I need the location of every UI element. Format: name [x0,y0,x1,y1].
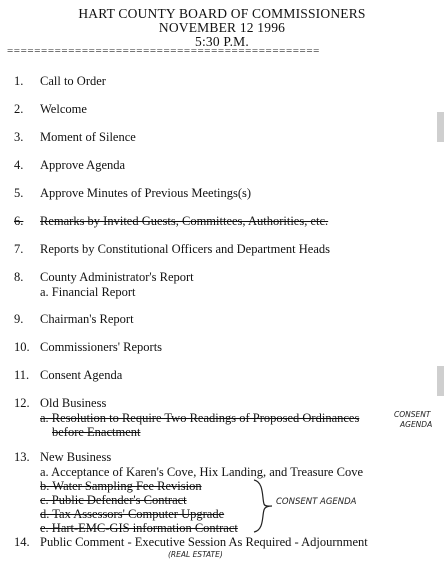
agenda-item-approve-minutes: Approve Minutes of Previous Meetings(s) [40,186,252,200]
item-number: 13. [14,450,30,464]
item-number: 12. [14,396,30,410]
agenda-item-welcome: Welcome [40,102,87,116]
sub-item-resolution-continued-struck: before Enactment [52,425,141,439]
agenda-item-new-business: New Business [40,450,112,464]
agenda-item-approve-agenda: Approve Agenda [40,158,126,172]
agenda-item-reports: Reports by Constitutional Officers and Department Heads [40,242,330,256]
agenda-item-remarks-struck: Remarks by Invited Guests, Committees, Authorities, etc. [40,214,329,228]
sub-item-financial-report: a. Financial Report [40,285,136,299]
header-divider: ============================================== [7,45,320,57]
item-number: 14. [14,535,30,549]
scan-edge-mark [437,366,444,396]
scan-edge-mark [437,112,444,142]
item-number: 4. [14,158,24,172]
item-number: 10. [14,340,30,354]
item-number: 11. [14,368,30,382]
agenda-item-chairman-report: Chairman's Report [40,312,134,326]
handwritten-consent-agenda: CONSENT AGENDA [276,497,357,507]
sub-item-public-defender-struck: c. Public Defender's Contract [40,493,187,507]
agenda-item-consent-agenda: Consent Agenda [40,368,123,382]
handwritten-real-estate: (REAL ESTATE) [168,550,223,559]
sub-item-resolution-struck: a. Resolution to Require Two Readings of Proposed Ordinances [40,411,360,425]
agenda-item-administrator-report: County Administrator's Report [40,270,194,284]
agenda-item-call-to-order: Call to Order [40,74,106,88]
handwritten-consent: CONSENT [394,410,431,419]
item-number: 7. [14,242,24,256]
handwritten-brace-icon [252,478,274,534]
item-number: 3. [14,130,24,144]
item-number: 1. [14,74,24,88]
agenda-item-old-business: Old Business [40,396,107,410]
item-number: 5. [14,186,24,200]
sub-item-acceptance: a. Acceptance of Karen's Cove, Hix Landing, and Treasure Cove [40,465,363,479]
handwritten-agenda: AGENDA [400,420,433,429]
agenda-item-commissioners-reports: Commissioners' Reports [40,340,163,354]
sub-item-water-sampling-struck: b. Water Sampling Fee Revision [40,479,202,493]
agenda-item-public-comment: Public Comment - Executive Session As Required - Adjournment [40,535,368,549]
item-number: 9. [14,312,24,326]
page-title: HART COUNTY BOARD OF COMMISSIONERS [78,6,366,21]
sub-item-tax-assessors-struck: d. Tax Assessors' Computer Upgrade [40,507,225,521]
item-number: 2. [14,102,24,116]
agenda-item-moment-of-silence: Moment of Silence [40,130,136,144]
meeting-date: NOVEMBER 12 1996 [158,20,286,35]
sub-item-hart-emc-struck: e. Hart-EMC-GIS information Contract [40,521,238,535]
item-number: 8. [14,270,24,284]
meeting-time: 5:30 P.M. [195,34,249,49]
item-number: 6. [14,214,24,228]
